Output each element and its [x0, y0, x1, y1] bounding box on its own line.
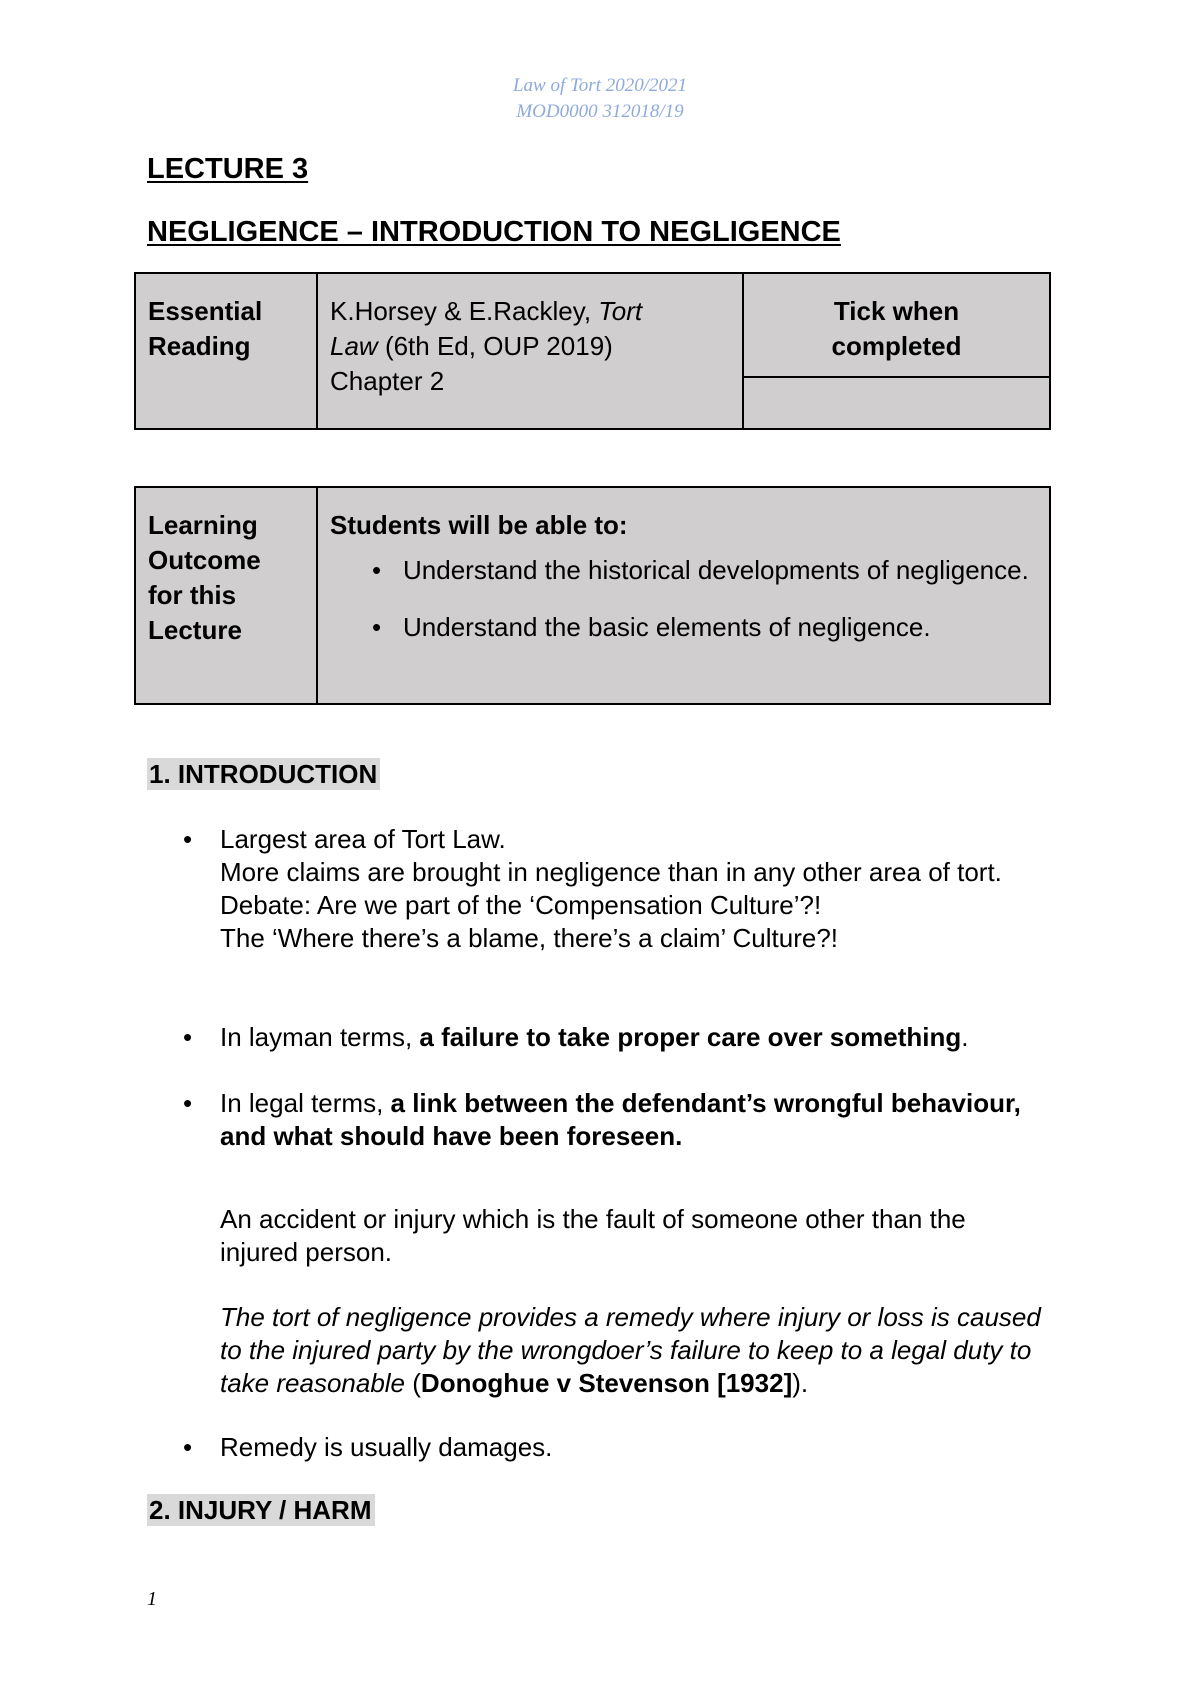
section-heading-injury-harm: 2. INJURY / HARM: [147, 1494, 375, 1526]
tort-definition-paragraph: [220, 1301, 1050, 1400]
page-header: [0, 73, 1200, 125]
course-title: Law of Tort 2020/2021: [512, 75, 688, 96]
outcome-item: [372, 610, 1039, 645]
outcome-label-cell: [135, 487, 317, 704]
intro-line: The ‘Where there’s a blame, there’s a claim’ Culture?!: [220, 923, 839, 953]
outcome-label-line: for this: [148, 580, 237, 610]
outcome-lead: Students will be able to:: [330, 510, 628, 540]
reading-chapter: Chapter 2: [330, 366, 445, 396]
tick-label-line: Tick when: [833, 296, 960, 326]
lecture-title: LECTURE 3: [147, 153, 309, 185]
section-heading-introduction: 1. INTRODUCTION: [147, 758, 380, 790]
intro-line: Largest area of Tort Law.: [220, 824, 506, 854]
outcome-content-cell: [317, 487, 1050, 704]
intro-bullet-2: [183, 1021, 1050, 1054]
outcome-label-line: Outcome: [148, 545, 261, 575]
intro-line: More claims are brought in negligence than in any other area of tort.: [220, 857, 1002, 887]
outcome-list: [330, 553, 1039, 645]
outcome-label-line: Lecture: [148, 615, 242, 645]
reading-label-line: Essential: [148, 296, 263, 326]
outcome-item-text: Understand the basic elements of negligence.: [403, 612, 931, 642]
reading-reference-cell: [317, 273, 743, 429]
bullet-icon: •: [372, 612, 382, 642]
remedy-text: Remedy is usually damages.: [220, 1432, 553, 1462]
accident-paragraph: An accident or injury which is the fault of someone other than the injured person.: [220, 1204, 966, 1267]
case-close-paren: ).: [792, 1368, 809, 1398]
bullet-icon: •: [183, 1088, 193, 1118]
case-open-paren: (: [405, 1368, 421, 1398]
essential-reading-table: [134, 272, 1051, 430]
intro-bullet-4: [183, 1431, 1050, 1464]
intro-bullet-1: [183, 823, 1050, 955]
reading-label-line: Reading: [148, 331, 251, 361]
bullet-icon: •: [183, 1432, 193, 1462]
tick-header-cell: [743, 273, 1050, 377]
reading-edition: (6th Ed, OUP 2019): [384, 331, 613, 361]
layman-definition-lead: In layman terms,: [220, 1022, 420, 1052]
bullet-icon: •: [372, 555, 382, 585]
tick-label-line: completed: [831, 331, 962, 361]
bullet-icon: •: [183, 1022, 193, 1052]
page-number: 1: [147, 1588, 157, 1610]
module-code: MOD0000 312018/19: [516, 101, 684, 122]
tort-definition-text: The tort of negligence provides a remedy where injury or loss is caused to the injured party by the wrongdoer’s failure to keep to a legal duty to take reasonable: [220, 1302, 1041, 1398]
reading-authors: K.Horsey & E.Rackley,: [330, 296, 592, 326]
outcome-label-line: Learning: [148, 510, 258, 540]
outcome-item: [372, 553, 1039, 588]
reading-book-title: Law: [330, 331, 378, 361]
reading-reference: [330, 294, 730, 364]
intro-line: Debate: Are we part of the ‘Compensation Culture’?!: [220, 890, 822, 920]
layman-definition-end: .: [961, 1022, 969, 1052]
tick-checkbox-cell[interactable]: [743, 377, 1050, 429]
learning-outcome-table: [134, 486, 1051, 705]
reading-label-cell: [135, 273, 317, 429]
case-citation: Donoghue v Stevenson [1932]: [420, 1368, 793, 1398]
topic-title: NEGLIGENCE – INTRODUCTION TO NEGLIGENCE: [147, 216, 841, 248]
intro-bullet-3: [183, 1087, 1050, 1153]
reading-book-title: Tort: [598, 296, 643, 326]
bullet-icon: •: [183, 824, 193, 854]
legal-definition: a link between the defendant’s wrongful behaviour, and what should have been foreseen.: [220, 1088, 1021, 1151]
outcome-item-text: Understand the historical developments of negligence.: [403, 555, 1029, 585]
layman-definition: a failure to take proper care over something: [419, 1022, 962, 1052]
legal-definition-lead: In legal terms,: [220, 1088, 391, 1118]
